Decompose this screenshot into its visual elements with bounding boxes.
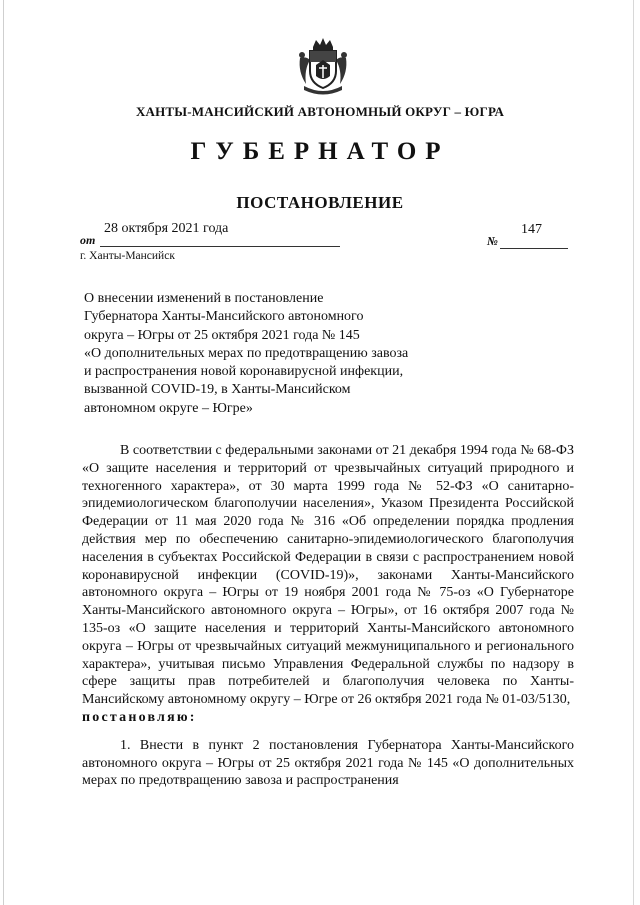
preamble-paragraph bbox=[82, 442, 574, 709]
document-body bbox=[82, 442, 574, 790]
document-number: 147 bbox=[521, 222, 542, 237]
resolve-word: постановляю: bbox=[82, 709, 197, 725]
subject-line: вызванной COVID-19, в Ханты-Мансийском bbox=[84, 382, 351, 398]
subject-line: и распространения новой коронавирусной инфекции, bbox=[84, 364, 404, 380]
number-label: № bbox=[487, 234, 498, 248]
coat-of-arms-icon bbox=[296, 38, 350, 96]
document-type: ПОСТАНОВЛЕНИЕ bbox=[236, 193, 404, 212]
number-underline bbox=[500, 248, 568, 249]
date-underline bbox=[100, 246, 340, 247]
scan-edge-left bbox=[3, 0, 4, 905]
item-1-text: 1. Внести в пункт 2 постановления Губернатора Ханты-Мансийского автономного округа – Югры от 25 октября 2021 года № 145 «О дополнительных мерах по предотвращению завоза и распространения bbox=[82, 737, 574, 789]
scan-edge-right bbox=[633, 0, 634, 905]
subject-line: округа – Югры от 25 октября 2021 года № 145 bbox=[84, 327, 360, 343]
date-label: от bbox=[80, 233, 96, 247]
city: г. Ханты-Мансийск bbox=[80, 250, 175, 262]
date-number-row bbox=[80, 221, 580, 253]
subject-line: Губернатора Ханты-Мансийского автономного bbox=[84, 309, 364, 325]
item-1-paragraph bbox=[82, 737, 574, 790]
resolve-paragraph bbox=[82, 709, 574, 727]
subject-line: О внесении изменений в постановление bbox=[84, 291, 324, 306]
preamble-text: В соответствии с федеральными законами от 21 декабря 1994 года № 68-ФЗ «О защите населения и территорий от чрезвычайных ситуаций природного и техногенного характера», от 30 марта 1999 года № 52-ФЗ «О санитарно-эпидемиологическом благополучии населения», Указом Президента Российской Федерации от 11 мая 2020 года № 316 «Об определении порядка продления действия мер по обеспечению санитарно-эпидемиологического благополучия населения в субъектах Российской Федерации в связи с распространением новой коронавирусной инфекции (COVID-19)», законами Ханты-Мансийского автономного округа – Югры от 19 ноября 2001 года № 75-оз «О Губернаторе Ханты-Мансийского автономного округа – Югры», от 16 октября 2007 года № 135-оз «О защите населения и территорий Ханты-Мансийского автономного округа – Югры от чрезвычайных ситуаций межмуниципального и регионального характера», учитывая письмо Управления Федеральной службы по надзору в сфере защиты прав потребителей и благополучия человека по Ханты-Мансийскому автономному округу – Югре от 26 октября 2021 года № 01-03/5130, bbox=[82, 443, 574, 708]
page-title: ГУБЕРНАТОР bbox=[190, 138, 450, 165]
document-subject bbox=[84, 290, 504, 418]
subject-line: «О дополнительных мерах по предотвращению завоза bbox=[84, 345, 409, 361]
subject-line: автономном округе – Югре» bbox=[84, 400, 253, 416]
document-date: 28 октября 2021 года bbox=[104, 221, 229, 236]
region-name: ХАНТЫ-МАНСИЙСКИЙ АВТОНОМНЫЙ ОКРУГ – ЮГРА bbox=[135, 104, 505, 119]
